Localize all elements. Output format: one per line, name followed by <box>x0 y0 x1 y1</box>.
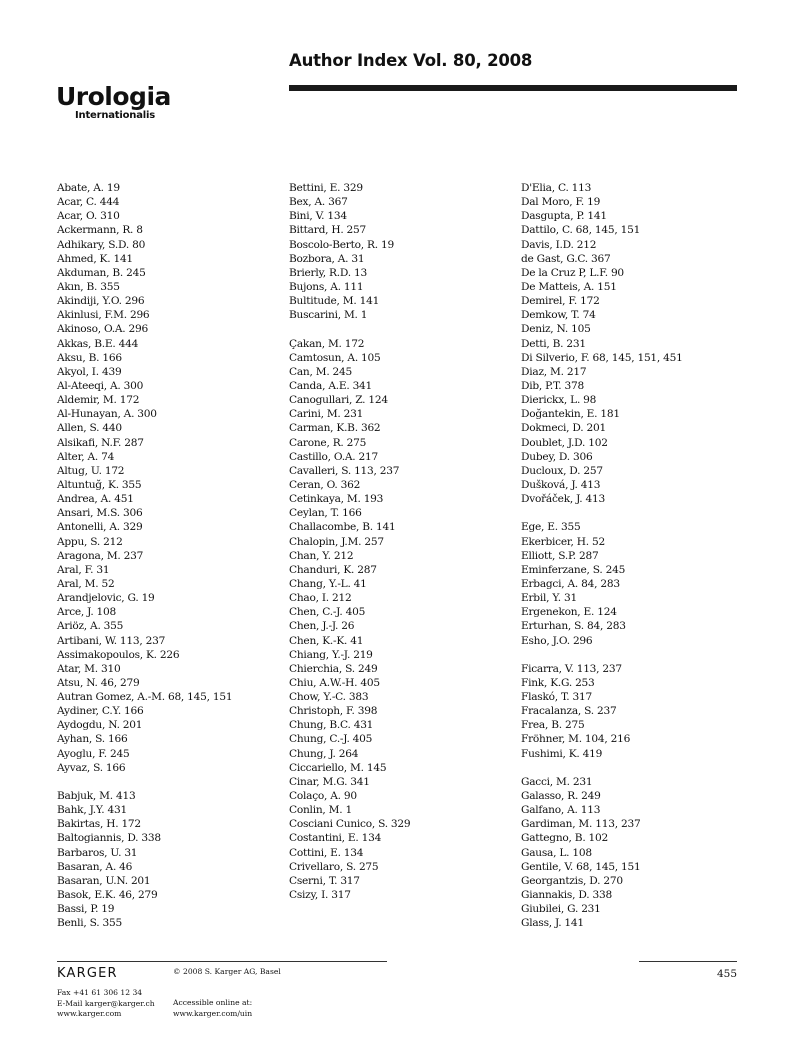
index-entry: Ege, E. 355 <box>521 521 581 534</box>
index-entry: Cosciani Cunico, S. 329 <box>289 818 411 831</box>
index-entry: Deniz, N. 105 <box>521 323 591 336</box>
index-entry: De Matteis, A. 151 <box>521 280 617 293</box>
index-entry: Crivellaro, S. 275 <box>289 860 379 873</box>
index-entry: Eminferzane, S. 245 <box>521 563 626 576</box>
index-entry: Carone, R. 275 <box>289 436 367 449</box>
index-entry: Elliott, S.P. 287 <box>521 549 599 562</box>
index-entry: Akindiji, Y.O. 296 <box>57 295 145 308</box>
index-column-2 <box>289 181 514 902</box>
index-entry: Benli, S. 355 <box>57 917 122 930</box>
journal-name: Urologia <box>56 82 171 111</box>
index-entry: Chalopin, J.M. 257 <box>289 535 384 548</box>
index-entry: Chung, J. 264 <box>289 747 359 760</box>
index-entry: Arce, J. 108 <box>57 606 117 619</box>
index-entry: Chung, B.C. 431 <box>289 719 374 732</box>
index-entry: Ergenekon, E. 124 <box>521 606 617 619</box>
index-entry: Bassi, P. 19 <box>57 903 115 916</box>
index-entry: Fracalanza, S. 237 <box>521 705 617 718</box>
index-entry: Dokmeci, D. 201 <box>521 422 606 435</box>
index-entry: Carini, M. 231 <box>289 408 364 421</box>
index-entry: Gentile, V. 68, 145, 151 <box>521 860 641 873</box>
page-number: 455 <box>716 968 737 980</box>
index-entry: Demirel, F. 172 <box>521 295 600 308</box>
index-entry: Dattilo, C. 68, 145, 151 <box>521 224 641 237</box>
index-entry: Dib, P.T. 378 <box>521 379 584 392</box>
index-entry: Chao, I. 212 <box>289 592 352 605</box>
index-entry: Ceylan, T. 166 <box>289 507 362 520</box>
index-entry: Dal Moro, F. 19 <box>521 196 601 209</box>
index-entry: Chen, J.-J. 26 <box>289 620 355 633</box>
index-entry: Galfano, A. 113 <box>521 804 601 817</box>
index-entry: Dvořáček, J. 413 <box>521 493 605 506</box>
index-entry: Detti, B. 231 <box>521 337 586 350</box>
index-entry: Ansari, M.S. 306 <box>57 507 143 520</box>
access-url[interactable]: www.karger.com/uin <box>173 1008 253 1018</box>
fax-number: Fax +41 61 306 12 34 <box>57 988 143 997</box>
index-entry: Atsu, N. 46, 279 <box>57 676 140 689</box>
index-entry: Fushimi, K. 419 <box>521 747 603 760</box>
index-entry: Glass, J. 141 <box>521 917 584 930</box>
index-entry: Akinoso, O.A. 296 <box>57 323 148 336</box>
index-entry: Chan, Y. 212 <box>289 549 354 562</box>
index-entry: Basaran, A. 46 <box>57 860 133 873</box>
index-entry: Canda, A.E. 341 <box>289 379 373 392</box>
index-entry: Chanduri, K. 287 <box>289 563 377 576</box>
index-entry: Dubey, D. 306 <box>521 450 593 463</box>
index-entry: Fröhner, M. 104, 216 <box>521 733 631 746</box>
index-entry: Canogullari, Z. 124 <box>289 394 388 407</box>
index-column-3 <box>521 181 746 930</box>
index-entry: Basaran, U.N. 201 <box>57 874 151 887</box>
contact-block <box>57 988 155 1020</box>
index-entry: Adhikary, S.D. 80 <box>57 238 146 251</box>
index-entry: Ayhan, S. 166 <box>57 733 128 746</box>
index-entry: Giannakis, D. 338 <box>521 889 612 902</box>
index-entry: Challacombe, B. 141 <box>289 521 396 534</box>
index-entry: Bittard, H. 257 <box>289 224 367 237</box>
index-entry: Çakan, M. 172 <box>289 337 365 350</box>
index-entry: Gacci, M. 231 <box>521 775 593 788</box>
index-entry: Chen, C.-J. 405 <box>289 606 366 619</box>
index-entry: Chiang, Y.-J. 219 <box>289 648 373 661</box>
index-entry: Bex, A. 367 <box>289 196 348 209</box>
index-entry: Alsikafi, N.F. 287 <box>57 436 144 449</box>
index-entry: D'Elia, C. 113 <box>521 182 592 194</box>
index-entry: Ayvaz, S. 166 <box>57 761 126 774</box>
index-entry: Al-Ateeqi, A. 300 <box>57 379 144 392</box>
access-label: Accessible online at: <box>173 998 253 1007</box>
index-entry: Georgantzis, D. 270 <box>521 874 623 887</box>
index-entry: Esho, J.O. 296 <box>521 634 593 647</box>
index-entry: Erturhan, S. 84, 283 <box>521 620 626 633</box>
index-entry: Gausa, L. 108 <box>521 846 592 859</box>
index-entry: Christoph, F. 398 <box>289 705 378 718</box>
index-entry: Frea, B. 275 <box>521 719 585 732</box>
index-entry: Can, M. 245 <box>289 365 353 378</box>
index-entry: Basok, E.K. 46, 279 <box>57 889 158 902</box>
index-entry: Ficarra, V. 113, 237 <box>521 662 622 675</box>
index-entry: Akın, B. 355 <box>57 280 120 293</box>
index-entry: Akduman, B. 245 <box>57 266 146 279</box>
index-entry: Cinar, M.G. 341 <box>289 775 370 788</box>
index-entry: Dasgupta, P. 141 <box>521 210 607 223</box>
index-entry: Cetinkaya, M. 193 <box>289 493 384 506</box>
index-entry: Doublet, J.D. 102 <box>521 436 608 449</box>
index-entry: Akkas, B.E. 444 <box>57 337 139 350</box>
index-entry: Autran Gomez, A.-M. 68, 145, 151 <box>57 691 233 704</box>
index-entry: Dušková, J. 413 <box>521 478 601 491</box>
index-column-1 <box>57 181 282 930</box>
index-entry: Aral, F. 31 <box>57 563 110 576</box>
index-entry: Davis, I.D. 212 <box>521 238 597 251</box>
footer-rule-right <box>639 961 737 962</box>
index-entry: Chen, K.-K. 41 <box>289 634 364 647</box>
index-entry: Doğantekin, E. 181 <box>521 408 620 421</box>
index-entry: Altug, U. 172 <box>57 464 125 477</box>
title-rule <box>289 85 737 91</box>
index-entry: Di Silverio, F. 68, 145, 151, 451 <box>521 351 683 364</box>
index-entry: Colaço, A. 90 <box>289 790 357 803</box>
index-entry: Bujons, A. 111 <box>289 280 364 293</box>
index-entry: Dierickx, L. 98 <box>521 394 597 407</box>
index-entry: Aragona, M. 237 <box>57 549 144 562</box>
index-entry: Aydiner, C.Y. 166 <box>57 705 144 718</box>
page-title: Author Index Vol. 80, 2008 <box>289 51 533 70</box>
index-entry: Ariöz, A. 355 <box>57 620 124 633</box>
index-entry: Akyol, I. 439 <box>57 365 122 378</box>
index-entry: Bettini, E. 329 <box>289 182 363 194</box>
access-block <box>173 998 252 1019</box>
index-entry: Appu, S. 212 <box>57 535 123 548</box>
index-entry: Ekerbicer, H. 52 <box>521 535 605 548</box>
index-entry: Gattegno, B. 102 <box>521 832 609 845</box>
index-entry: Gardiman, M. 113, 237 <box>521 818 641 831</box>
email-address: E-Mail karger@karger.ch <box>57 998 155 1008</box>
index-entry: Artibani, W. 113, 237 <box>57 634 166 647</box>
index-entry: Bahk, J.Y. 431 <box>57 804 127 817</box>
index-entry: Ducloux, D. 257 <box>521 464 603 477</box>
index-entry: Conlin, M. 1 <box>289 804 352 817</box>
journal-subtitle: Internationalis <box>75 110 155 121</box>
index-entry: Chow, Y.-C. 383 <box>289 691 369 704</box>
index-entry: Fink, K.G. 253 <box>521 676 595 689</box>
index-entry: Aral, M. 52 <box>57 577 115 590</box>
index-entry: Chierchia, S. 249 <box>289 662 378 675</box>
index-entry: Assimakopoulos, K. 226 <box>57 648 180 661</box>
index-entry: Ahmed, K. 141 <box>57 252 133 265</box>
index-entry: Barbaros, U. 31 <box>57 846 138 859</box>
index-entry: Castillo, O.A. 217 <box>289 450 378 463</box>
index-entry: Akinlusi, F.M. 296 <box>57 309 150 322</box>
index-entry: Ayoglu, F. 245 <box>57 747 130 760</box>
index-entry: Flaskó, T. 317 <box>521 691 592 704</box>
index-entry: Carman, K.B. 362 <box>289 422 381 435</box>
index-entry: Ciccariello, M. 145 <box>289 761 387 774</box>
index-entry: Antonelli, A. 329 <box>57 521 143 534</box>
index-entry: Chung, C.-J. 405 <box>289 733 373 746</box>
index-entry: Al-Hunayan, A. 300 <box>57 408 157 421</box>
index-entry: Cavalleri, S. 113, 237 <box>289 464 400 477</box>
index-entry: Csizy, I. 317 <box>289 889 351 902</box>
index-entry: Andrea, A. 451 <box>57 493 134 506</box>
index-entry: Allen, S. 440 <box>57 422 122 435</box>
index-entry: Aksu, B. 166 <box>57 351 122 364</box>
index-entry: Acar, O. 310 <box>57 210 120 223</box>
index-entry: Altuntuğ, K. 355 <box>57 478 142 491</box>
index-entry: Giubilei, G. 231 <box>521 903 601 916</box>
index-entry: Acar, C. 444 <box>57 196 120 209</box>
index-entry: Bultitude, M. 141 <box>289 295 380 308</box>
index-entry: Camtosun, A. 105 <box>289 351 381 364</box>
index-entry: Bozbora, A. 31 <box>289 252 365 265</box>
publisher-logo: KARGER <box>57 966 118 981</box>
index-entry: Aydogdu, N. 201 <box>57 719 143 732</box>
index-entry: Atar, M. 310 <box>57 662 121 675</box>
index-entry: Babjuk, M. 413 <box>57 790 136 803</box>
index-entry: Cserni, T. 317 <box>289 874 360 887</box>
index-entry: Chang, Y.-L. 41 <box>289 577 367 590</box>
index-entry: Costantini, E. 134 <box>289 832 382 845</box>
index-entry: Abate, A. 19 <box>57 182 120 194</box>
index-entry: Galasso, R. 249 <box>521 790 601 803</box>
index-entry: Bakirtas, H. 172 <box>57 818 141 831</box>
index-entry: Demkow, T. 74 <box>521 309 596 322</box>
index-entry: Buscarini, M. 1 <box>289 309 368 322</box>
index-entry: Brierly, R.D. 13 <box>289 266 367 279</box>
index-entry: Arandjelovic, G. 19 <box>57 592 155 605</box>
index-entry: Ceran, O. 362 <box>289 478 361 491</box>
index-entry: Erbil, Y. 31 <box>521 592 577 605</box>
index-entry: Boscolo-Berto, R. 19 <box>289 238 394 251</box>
website-link[interactable]: www.karger.com <box>57 1009 122 1018</box>
index-entry: Baltogiannis, D. 338 <box>57 832 161 845</box>
index-entry: de Gast, G.C. 367 <box>521 252 611 265</box>
index-entry: Cottini, E. 134 <box>289 846 364 859</box>
index-entry: De la Cruz P, L.F. 90 <box>521 266 624 279</box>
index-entry: Ackermann, R. 8 <box>57 224 143 237</box>
copyright-notice: © 2008 S. Karger AG, Basel <box>173 967 281 976</box>
index-entry: Bini, V. 134 <box>289 210 347 223</box>
index-entry: Erbagci, A. 84, 283 <box>521 577 620 590</box>
index-entry: Diaz, M. 217 <box>521 365 587 378</box>
footer-rule-left <box>57 961 387 962</box>
index-entry: Aldemir, M. 172 <box>57 394 140 407</box>
index-entry: Chiu, A.W.-H. 405 <box>289 676 380 689</box>
index-entry: Alter, A. 74 <box>57 450 115 463</box>
